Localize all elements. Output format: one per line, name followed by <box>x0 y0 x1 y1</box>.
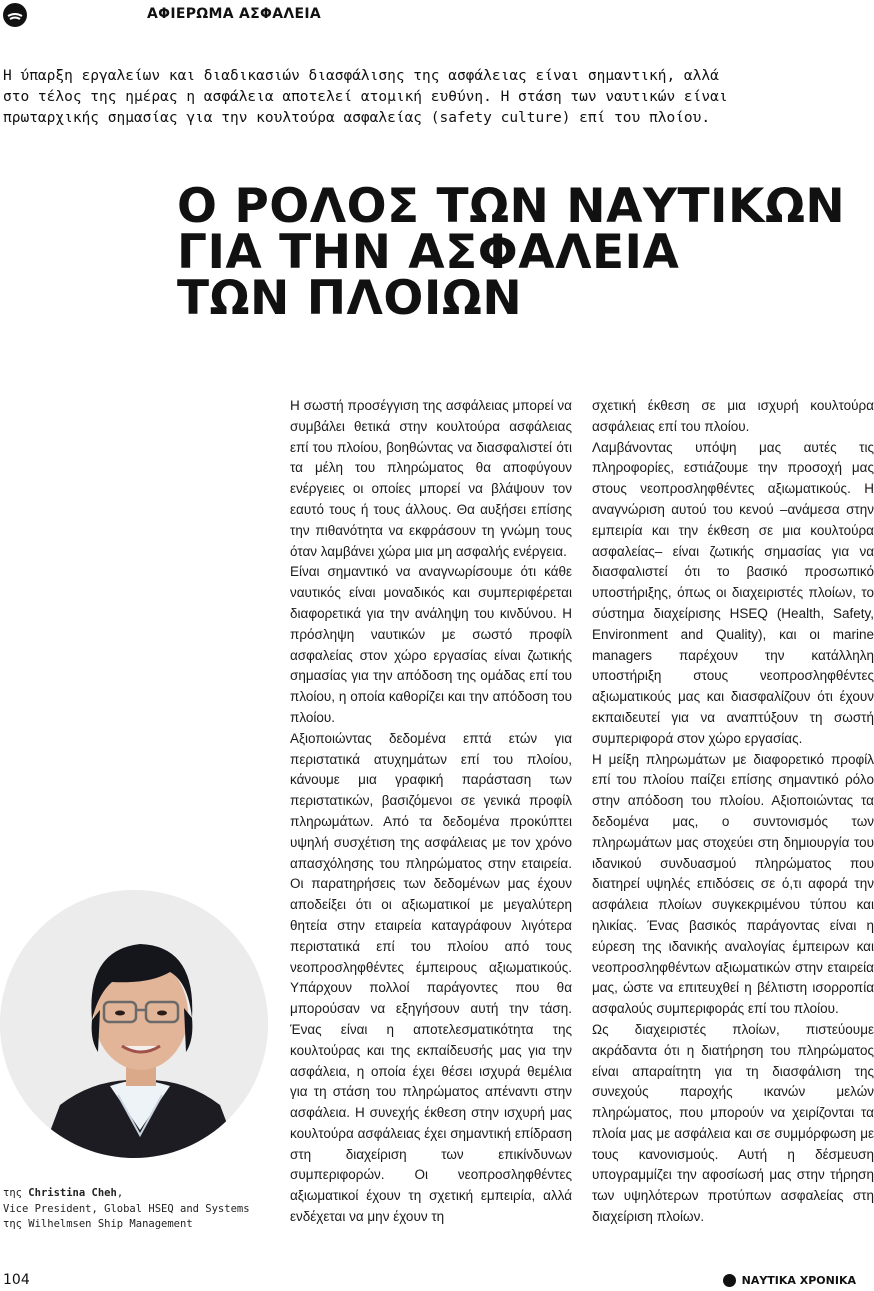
author-photo <box>0 890 268 1158</box>
paragraph: σχετική έκθεση σε μια ισχυρή κουλτούρα ασφάλειας επί του πλοίου. <box>592 398 874 434</box>
headline-line: ΤΩΝ ΠΛΟΙΩΝ <box>177 271 523 326</box>
intro-line: στο τέλος της ημέρας η ασφάλεια αποτελεί ατομική ευθύνη. Η στάση των ναυτικών είναι <box>3 89 728 105</box>
body-column-right <box>592 396 874 1228</box>
author-prefix: της <box>3 1187 29 1199</box>
paragraph: Η σωστή προσέγγιση της ασφάλειας μπορεί να συμβάλει θετικά στην κουλτούρα ασφάλειας επί του πλοίου, βοηθώντας να διασφαλιστεί ότι τα μέλη του πληρώματος θα αποφύγουν ενέργειες οι οποίες μπορεί να βλάψουν τον εαυτό τους ή τους άλλους. Θα αυξήσει επίσης την πιθανότητα να εκφράσουν τη γνώμη τους όταν λαμβάνει χώρα μια μη ασφαλής ενέργεια. <box>290 398 572 559</box>
footer-brand <box>723 1274 856 1287</box>
paragraph: Αξιοποιώντας δεδομένα επτά ετών για περιστατικά ατυχημάτων επί του πλοίου, κάνουμε μια γραφική παράσταση των περιστατικών, βασιζόμενοι σε γενικά προφίλ πληρωμάτων. Από τα δεδομένα προκύπτει υψηλή συσχέτιση της ασφάλειας με τον χρόνο απασχόλησης του πληρώματος στην εταιρεία. Οι παρατηρήσεις των δεδομένων μας έχουν αποδείξει ότι οι αξιωματικοί με μεγαλύτερη θητεία στην εταιρεία καταγράφουν λιγότερα περιστατικά επί του πλοίου από τους νεοπροσληφθέντες έμπειρους αξιωματικούς. Υπάρχουν πολλοί παράγοντες που θα μπορούσαν να εξηγήσουν αυτή την τάση. Ένας είναι η αποτελεσματικότητα της κουλτούρας και της εκπαίδευσής μας για την ασφάλεια, η οποία έχει θέσει ισχυρά θεμέλια για τη στάση του πληρώματος απέναντι στην ασφάλεια. Η συνεχής έκθεση στην ισχυρή μας κουλτούρα ασφάλειας έχει σημαντική επίδραση στη διαχείριση των επικίνδυνων συμπεριφορών. Οι νεοπροσληφθέντες αξιωματικοί έχουν τη σχετική εμπειρία, αλλά ενδέχεται να μην έχουν τη <box>290 730 572 1225</box>
paragraph: Λαμβάνοντας υπόψη μας αυτές τις πληροφορίες, εστιάζουμε την προσοχή μας στους νεοπροσληφθέντες αξιωματικούς. Η αναγνώριση αυτού του κενού –ανάμεσα στην εμπειρία και την έκθεση σε μια κουλτούρα ασφαλείας– είναι ζωτικής σημασίας για να διασφαλιστεί ότι το βασικό προσωπικό υποστήριξης, όπως οι διαχειριστές πλοίων, το σύστημα διαχείρισης HSEQ (Health, Safety, Environment and Quality), και οι marine managers παρέχουν την κατάλληλη υποστήριξη στους νεοπροσληφθέντες αξιωματικούς μας και διασφαλίζουν ότι έχουν εκπαιδευτεί για να αναπτύξουν τη σωστή συμπεριφορά στον χώρο εργασίας. <box>592 439 874 746</box>
author-name: Christina Cheh <box>28 1187 117 1199</box>
paragraph: Ως διαχειριστές πλοίων, πιστεύουμε ακράδαντα ότι η διατήρηση του πληρώματος είναι απαραίτητη για τη διασφάλιση της συνεχούς παροχής ικανών μελών πληρώματος, που μπορούν να χειρίζονται τα πλοία μας με ασφάλεια και σε συμμόρφωση με τους κανονισμούς. Αυτή η δέσμευση υπογραμμίζει την αφοσίωσή μας στην τήρηση των υψηλότερων προτύπων ασφαλείας στη διαχείριση πλοίων. <box>592 1021 874 1225</box>
body-column-left <box>290 396 572 1228</box>
author-name-line <box>3 1186 250 1202</box>
section-label: ΑΦΙΕΡΩΜΑ ΑΣΦΑΛΕΙΑ <box>147 6 321 22</box>
article-headline <box>177 179 846 326</box>
headline-line: ΓΙΑ ΤΗΝ ΑΣΦΑΛΕΙΑ <box>177 225 680 280</box>
author-company: της Wilhelmsen Ship Management <box>3 1218 193 1230</box>
magazine-logo-icon <box>3 3 27 27</box>
author-suffix: , <box>116 1187 124 1199</box>
brand-name: ΝΑΥΤΙΚΑ ΧΡΟΝΙΚΑ <box>741 1274 856 1287</box>
author-title: Vice President, Global HSEQ and Systems <box>3 1202 250 1215</box>
headline-line: Ο ΡΟΛΟΣ ΤΩΝ ΝΑΥΤΙΚΩΝ <box>177 179 846 234</box>
intro-lead <box>3 66 863 129</box>
paragraph: Είναι σημαντικό να αναγνωρίσουμε ότι κάθε ναυτικός είναι μοναδικός και συμπεριφέρεται διαφορετικά για την ανάληψη του κινδύνου. Η πρόσληψη ναυτικών με σωστό προφίλ ασφαλείας στον χώρο εργασίας είναι ζωτικής σημασίας για την απόδοση της ομάδας επί του πλοίου, η οποία καθορίζει και την απόδοση του πλοίου. <box>290 564 572 725</box>
author-byline <box>3 1186 250 1233</box>
page-number: 104 <box>3 1272 30 1288</box>
intro-line: Η ύπαρξη εργαλείων και διαδικασιών διασφάλισης της ασφάλειας είναι σημαντική, αλλά <box>3 68 719 84</box>
paragraph: Η μείξη πληρωμάτων με διαφορετικό προφίλ επί του πλοίου παίζει επίσης σημαντικό ρόλο στην απόδοση του πλοίου. Αξιοποιώντας τα δεδομένα μας, ο συντονισμός των πληρωμάτων μας στοχεύει στη δημιουργία του ιδανικού συνδυασμού πληρώματος που διατηρεί υψηλές επιδόσεις σε ό,τι αφορά την ασφάλεια πλοίων συγκεκριμένου τύπου και ηλικίας. Ένας βασικός παράγοντας είναι η εύρεση της ιδανικής αναλογίας έμπειρων και νεοπροσληφθέντων αξιωματικών στην εταιρεία μας, ώστε να επιτευχθεί η βέλτιστη ισορροπία ασφαλούς συμπεριφοράς επί του πλοίου. <box>592 751 874 1017</box>
brand-logo-icon <box>723 1274 736 1287</box>
intro-line: πρωταρχικής σημασίας για την κουλτούρα ασφαλείας (safety culture) επί του πλοίου. <box>3 110 711 126</box>
